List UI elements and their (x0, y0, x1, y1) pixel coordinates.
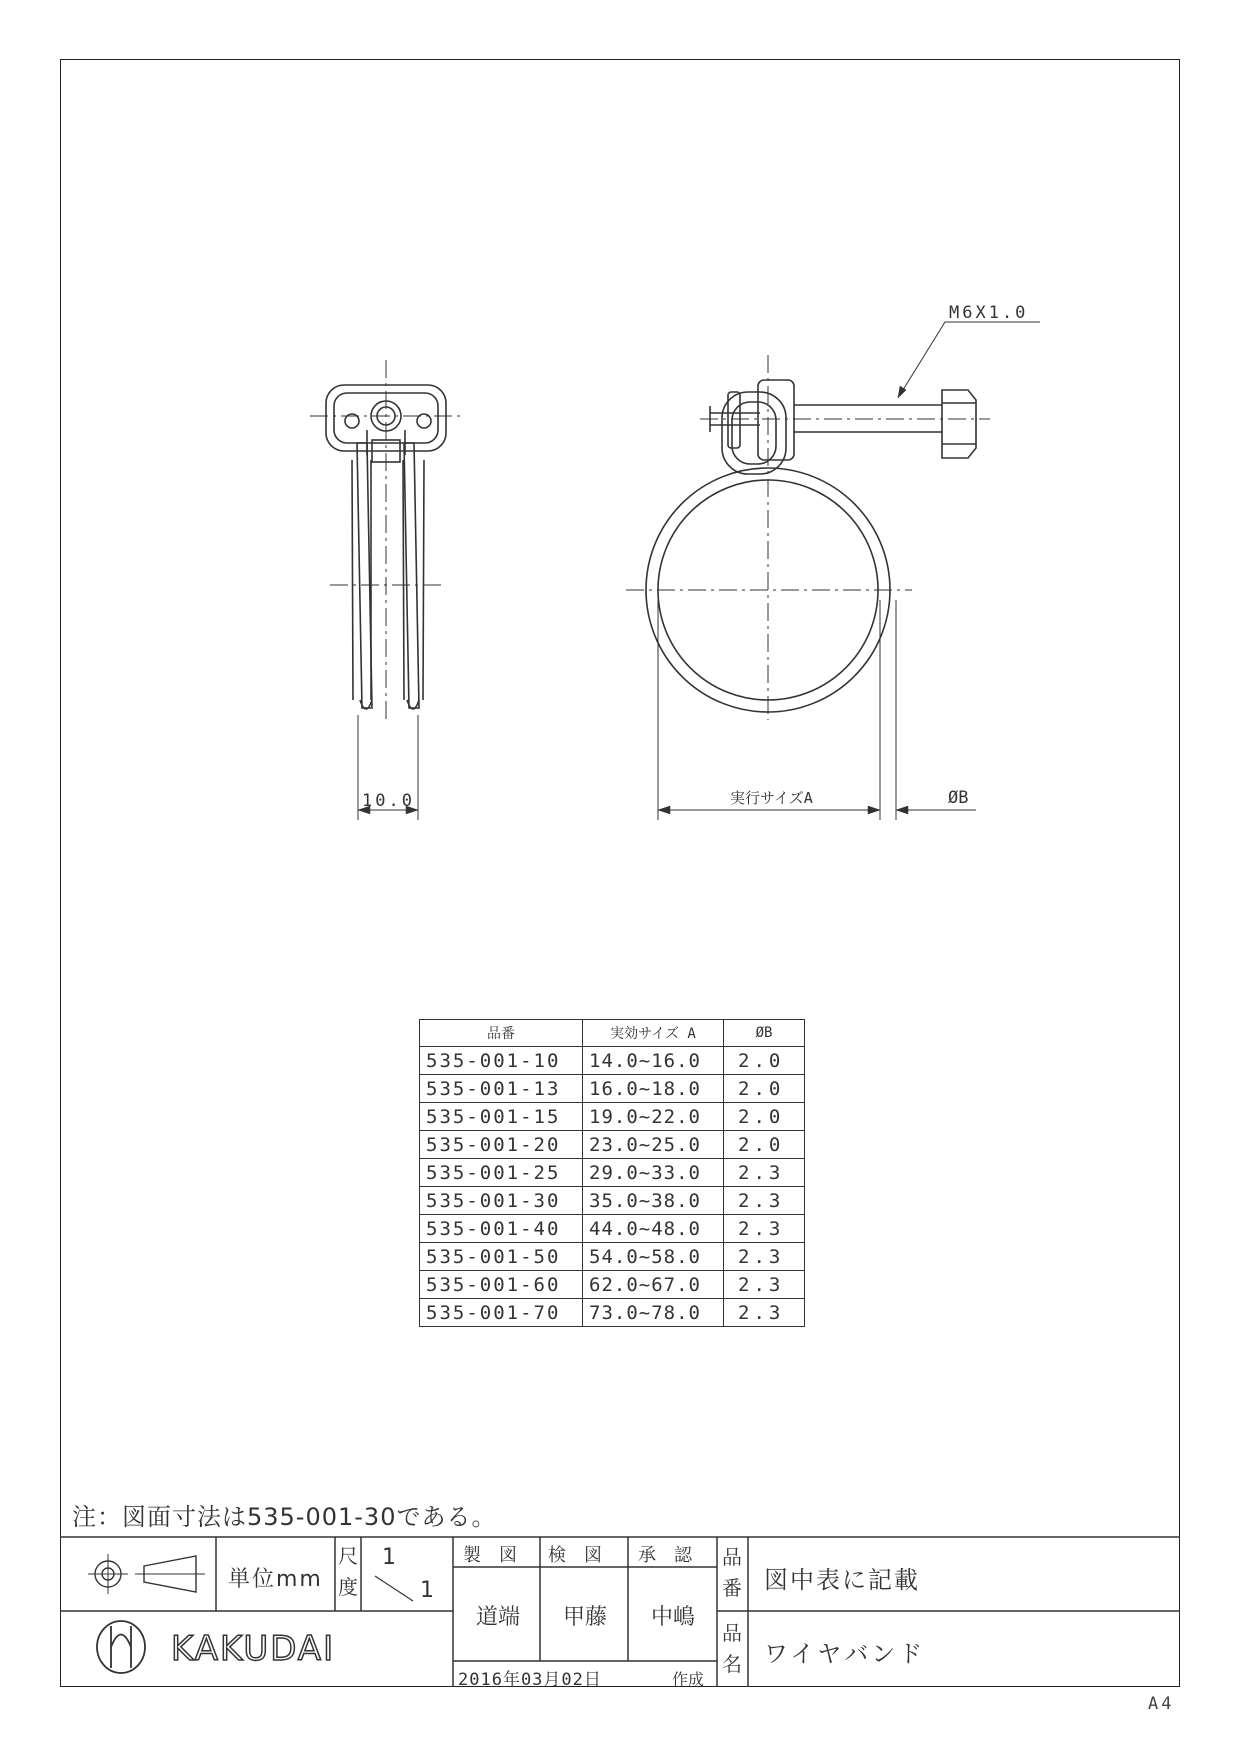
cell-size-a: 29.0~33.0 (583, 1159, 724, 1187)
header-part-no: 品番 (420, 1020, 583, 1047)
scale-label-bottom: 度 (338, 1575, 358, 1599)
cell-diameter-b: 2.0 (724, 1047, 805, 1075)
cell-diameter-b: 2.3 (724, 1243, 805, 1271)
company-logo-text: KAKUDAI (171, 1629, 336, 1669)
part-name-value: ワイヤバンド (764, 1640, 926, 1668)
checked-label: 検 図 (548, 1545, 602, 1566)
cell-size-a: 19.0~22.0 (583, 1103, 724, 1131)
cell-part-no: 535-001-70 (420, 1299, 583, 1327)
cell-diameter-b: 2.3 (724, 1187, 805, 1215)
cell-diameter-b: 2.0 (724, 1103, 805, 1131)
table-row (420, 1159, 805, 1187)
cell-size-a: 73.0~78.0 (583, 1299, 724, 1327)
projection-symbol-icon (88, 1554, 205, 1594)
cell-size-a: 44.0~48.0 (583, 1215, 724, 1243)
date: 2016年03月02日 (458, 1670, 602, 1690)
table-row (420, 1131, 805, 1159)
part-no-label-bottom: 番 (722, 1576, 742, 1600)
dim-diameter-b-label: ØB (948, 788, 969, 808)
cell-part-no: 535-001-13 (420, 1075, 583, 1103)
table-row (420, 1299, 805, 1327)
scale-label-top: 尺 (338, 1544, 358, 1568)
cell-diameter-b: 2.3 (724, 1159, 805, 1187)
cell-size-a: 62.0~67.0 (583, 1271, 724, 1299)
approved-label: 承 認 (638, 1545, 692, 1566)
checked-by: 甲藤 (563, 1605, 608, 1630)
created-label: 作成 (672, 1670, 705, 1689)
drawing-note: 注：図面寸法は535-001-30である。 (72, 1503, 497, 1531)
cell-part-no: 535-001-25 (420, 1159, 583, 1187)
cell-part-no: 535-001-15 (420, 1103, 583, 1131)
cell-size-a: 35.0~38.0 (583, 1187, 724, 1215)
table-row (420, 1103, 805, 1131)
cell-diameter-b: 2.3 (724, 1215, 805, 1243)
cell-part-no: 535-001-10 (420, 1047, 583, 1075)
drawn-by: 道端 (476, 1605, 521, 1630)
table-row (420, 1271, 805, 1299)
table-row (420, 1215, 805, 1243)
cell-part-no: 535-001-20 (420, 1131, 583, 1159)
cell-diameter-b: 2.0 (724, 1131, 805, 1159)
table-row (420, 1047, 805, 1075)
sheet-size-label: A4 (1148, 1694, 1175, 1714)
approved-by: 中嶋 (651, 1605, 696, 1630)
cell-size-a: 16.0~18.0 (583, 1075, 724, 1103)
part-no-value: 図中表に記載 (764, 1566, 920, 1594)
cell-part-no: 535-001-40 (420, 1215, 583, 1243)
unit-label: 単位mm (228, 1567, 323, 1592)
part-name-label-bottom: 名 (722, 1652, 742, 1676)
header-diameter-b: ØB (724, 1020, 805, 1047)
front-view (646, 322, 1040, 820)
part-name-label-top: 品 (722, 1621, 742, 1645)
spec-table (419, 1019, 805, 1327)
cell-part-no: 535-001-50 (420, 1243, 583, 1271)
drawn-label: 製 図 (463, 1545, 517, 1566)
thread-label: M6X1.0 (949, 303, 1029, 323)
cell-diameter-b: 2.3 (724, 1271, 805, 1299)
cell-diameter-b: 2.3 (724, 1299, 805, 1327)
scale-numerator: 1 (382, 1545, 396, 1570)
cell-size-a: 23.0~25.0 (583, 1131, 724, 1159)
table-row (420, 1243, 805, 1271)
part-no-label-top: 品 (722, 1545, 742, 1569)
table-row (420, 1075, 805, 1103)
cell-size-a: 54.0~58.0 (583, 1243, 724, 1271)
cell-size-a: 14.0~16.0 (583, 1047, 724, 1075)
cell-part-no: 535-001-30 (420, 1187, 583, 1215)
scale-denominator: 1 (420, 1578, 434, 1603)
header-size-a: 実効サイズ A (583, 1020, 724, 1047)
dim-size-a-label: 実行サイズA (730, 789, 813, 807)
table-row (420, 1187, 805, 1215)
cell-diameter-b: 2.0 (724, 1075, 805, 1103)
dim-width-label: 10.0 (362, 791, 415, 811)
cell-part-no: 535-001-60 (420, 1271, 583, 1299)
table-header-row (420, 1020, 805, 1047)
kakudai-logo-icon (97, 1621, 145, 1673)
